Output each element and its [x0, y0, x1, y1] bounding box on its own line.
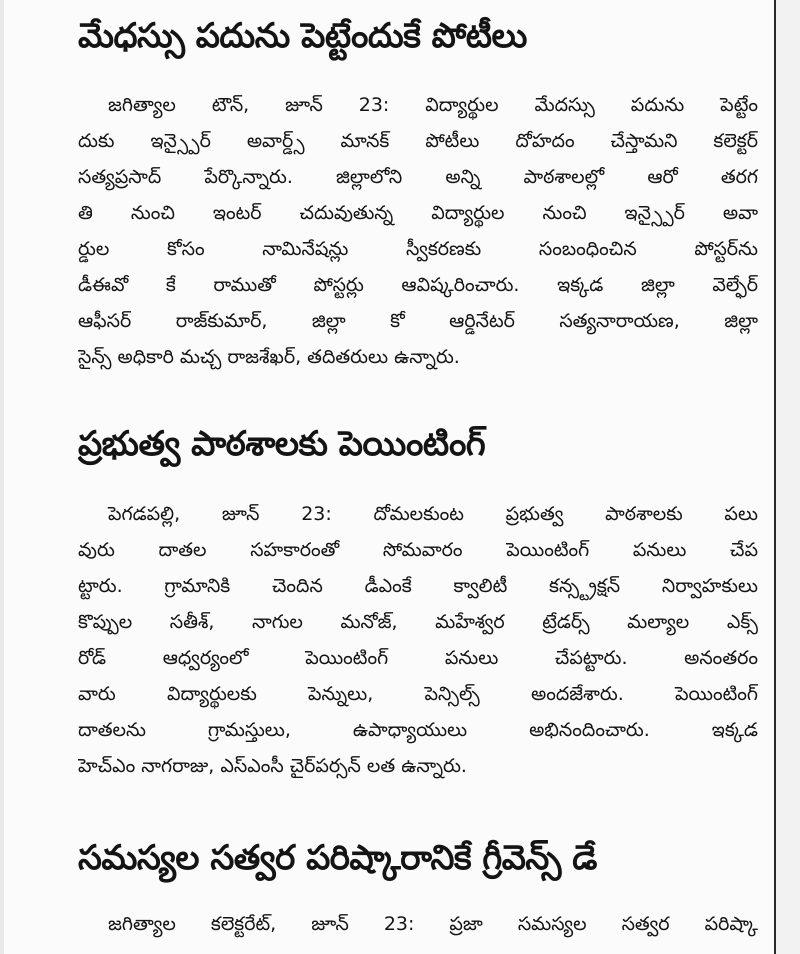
body-line: సైన్స్ అధికారి మచ్చ రాజశేఖర్, తదితరులు ఉన్నారు.	[78, 346, 460, 368]
body-line: పెగడపల్లి, జూన్ 23: దోమలకుంట ప్రభుత్వ పాఠశాలకు పలు	[108, 503, 758, 525]
body-line: తి నుంచి ఇంటర్ చదువుతున్న విద్యార్థుల నుంచి ఇన్స్పైర్ అవా	[78, 202, 758, 224]
adjacent-column-margin	[776, 0, 800, 954]
article-grievance-day	[78, 832, 758, 942]
headline: ప్రభుత్వ పాఠశాలకు పెయింటింగ్	[78, 424, 486, 464]
body-line: వురు దాతల సహకారంతో సోమవారం పెయింటింగ్ పనులు చేప	[78, 539, 758, 561]
article-talent-competitions	[78, 10, 758, 375]
article-body	[78, 906, 758, 942]
body-line: దాతలను గ్రామస్తులు, ఉపాధ్యాయులు అభినందించారు. ఇక్కడ	[78, 719, 758, 741]
body-line: రోడ్ ఆధ్వర్యంలో పెయింటింగ్ పనులు చేపట్టారు. అనంతరం	[78, 647, 758, 669]
body-line: ఆఫీసర్ రాజ్‌కుమార్, జిల్లా కో ఆర్డినేటర్ సత్యనారాయణ, జిల్లా	[78, 310, 758, 332]
body-line: దుకు ఇన్స్పైర్ అవార్డ్స్ మానక్ పోటీలు దోహదం చేస్తామని కలెక్టర్	[78, 130, 758, 152]
body-line: హెచ్ఎం నాగరాజు, ఎస్ఎంసీ చైర్‌పర్సన్ లత ఉన్నారు.	[78, 755, 467, 777]
headline: సమస్యల సత్వర పరిష్కారానికే గ్రీవెన్స్ డే	[78, 838, 597, 878]
body-line: జగిత్యాల టౌన్, జూన్ 23: విద్యార్థుల మేదస్సు పదును పెట్టేం	[108, 94, 758, 116]
body-line: జగిత్యాల కలెక్టరేట్, జూన్ 23: ప్రజా సమస్యల సత్వర పరిష్కా	[108, 913, 758, 935]
body-line: ట్టారు. గ్రామానికి చెందిన డీఎంకే క్వాలిటీ కన్స్ట్రక్షన్ నిర్వాహకులు	[78, 575, 758, 597]
body-line: డీఈవో కే రాముతో పోస్టర్లు ఆవిష్కరించారు. ఇక్కడ జిల్లా వెల్ఫేర్	[78, 274, 758, 296]
body-line: ర్డుల కోసం నామినేషన్లు స్వీకరణకు సంబంధించిన పోస్టర్‌ను	[78, 238, 758, 260]
body-line: సత్యప్రసాద్ పేర్కొన్నారు. జిల్లాలోని అన్ని పాఠశాలల్లో ఆరో తరగ	[78, 166, 758, 188]
newspaper-column	[78, 0, 758, 954]
headline: మేధస్సు పదును పెట్టేందుకే పోటీలు	[78, 16, 527, 56]
body-line: వారు విద్యార్థులకు పెన్నులు, పెన్సిల్స్ అందజేశారు. పెయింటింగ్	[78, 683, 758, 705]
page-edge-strip	[0, 0, 4, 954]
article-body	[78, 496, 758, 784]
body-line: కొప్పుల సతీశ్, నాగుల మనోజ్, మహేశ్వర ట్రేడర్స్ మల్యాల ఎక్స్	[78, 611, 758, 633]
article-school-painting	[78, 418, 758, 784]
article-body	[78, 87, 758, 375]
